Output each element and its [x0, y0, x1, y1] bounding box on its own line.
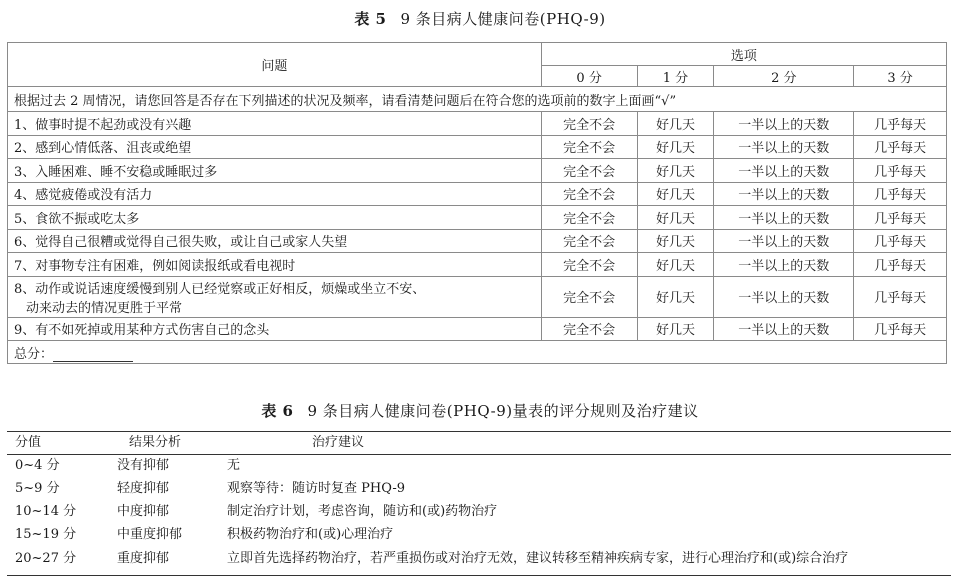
question-row — [8, 206, 947, 230]
question-row — [8, 253, 947, 277]
option-nearly-every-day[interactable]: 几乎每天 — [854, 182, 947, 206]
question-text: 2、感到心情低落、沮丧或绝望 — [8, 135, 542, 159]
scoring-row — [7, 479, 951, 499]
option-nearly-every-day[interactable]: 几乎每天 — [854, 253, 947, 277]
option-several-days[interactable]: 好几天 — [637, 206, 714, 230]
total-score-cell — [8, 341, 947, 364]
header-options: 选项 — [541, 43, 946, 66]
table5-label: 表 5 — [354, 10, 387, 28]
question-text: 1、做事时提不起劲或没有兴趣 — [8, 112, 542, 136]
option-more-than-half[interactable]: 一半以上的天数 — [714, 317, 854, 341]
treatment-advice: 观察等待：随访时复查 PHQ-9 — [227, 481, 406, 496]
option-not-at-all[interactable]: 完全不会 — [541, 317, 637, 341]
question-row — [8, 112, 947, 136]
table6-caption — [0, 400, 960, 421]
header-score-0: 0 分 — [541, 66, 637, 87]
result-analysis: 重度抑郁 — [117, 551, 170, 566]
scoring-header-row — [7, 433, 951, 453]
table5-title: 9 条目病人健康问卷(PHQ-9) — [400, 10, 606, 28]
option-more-than-half[interactable]: 一半以上的天数 — [714, 159, 854, 183]
option-nearly-every-day[interactable]: 几乎每天 — [854, 229, 947, 253]
option-nearly-every-day[interactable]: 几乎每天 — [854, 135, 947, 159]
header-score-2: 2 分 — [714, 66, 854, 87]
question-row — [8, 135, 947, 159]
score-range: 15~19 分 — [15, 527, 77, 542]
option-not-at-all[interactable]: 完全不会 — [541, 159, 637, 183]
option-several-days[interactable]: 好几天 — [637, 317, 714, 341]
score-range: 20~27 分 — [15, 551, 77, 566]
option-not-at-all[interactable]: 完全不会 — [541, 112, 637, 136]
header-question: 问题 — [8, 43, 542, 87]
scoring-row — [7, 502, 951, 522]
option-more-than-half[interactable]: 一半以上的天数 — [714, 135, 854, 159]
score-range: 10~14 分 — [15, 504, 77, 519]
header-result: 结果分析 — [129, 435, 182, 450]
treatment-advice: 积极药物治疗和(或)心理治疗 — [227, 527, 394, 542]
table-rule-mid — [7, 454, 951, 455]
question-8-line1: 8、动作或说话速度缓慢到别人已经觉察或正好相反，烦燥或坐立不安、 — [14, 281, 426, 297]
option-not-at-all[interactable]: 完全不会 — [541, 182, 637, 206]
score-range: 5~9 分 — [15, 481, 60, 496]
option-more-than-half[interactable]: 一半以上的天数 — [714, 112, 854, 136]
table5-caption — [0, 8, 960, 29]
option-more-than-half[interactable]: 一半以上的天数 — [714, 276, 854, 317]
question-text: 7、对事物专注有困难，例如阅读报纸或看电视时 — [8, 253, 542, 277]
result-analysis: 中重度抑郁 — [117, 527, 183, 542]
option-more-than-half[interactable]: 一半以上的天数 — [714, 182, 854, 206]
option-several-days[interactable]: 好几天 — [637, 276, 714, 317]
total-score-blank[interactable] — [53, 349, 133, 362]
question-text: 3、入睡困难、睡不安稳或睡眠过多 — [8, 159, 542, 183]
treatment-advice: 制定治疗计划，考虑咨询，随访和(或)药物治疗 — [227, 504, 498, 519]
option-several-days[interactable]: 好几天 — [637, 182, 714, 206]
question-text — [8, 276, 542, 317]
question-text: 6、觉得自己很糟或觉得自己很失败，或让自己或家人失望 — [8, 229, 542, 253]
option-nearly-every-day[interactable]: 几乎每天 — [854, 317, 947, 341]
option-not-at-all[interactable]: 完全不会 — [541, 206, 637, 230]
option-several-days[interactable]: 好几天 — [637, 112, 714, 136]
option-more-than-half[interactable]: 一半以上的天数 — [714, 206, 854, 230]
option-several-days[interactable]: 好几天 — [637, 159, 714, 183]
score-range: 0~4 分 — [15, 458, 60, 473]
result-analysis: 没有抑郁 — [117, 458, 170, 473]
table6-title: 9 条目病人健康问卷(PHQ-9)量表的评分规则及治疗建议 — [307, 402, 699, 420]
question-text: 5、食欲不振或吃太多 — [8, 206, 542, 230]
option-nearly-every-day[interactable]: 几乎每天 — [854, 112, 947, 136]
option-not-at-all[interactable]: 完全不会 — [541, 276, 637, 317]
table-rule-top — [7, 431, 951, 432]
option-nearly-every-day[interactable]: 几乎每天 — [854, 276, 947, 317]
option-more-than-half[interactable]: 一半以上的天数 — [714, 253, 854, 277]
scoring-row — [7, 549, 951, 569]
header-score-3: 3 分 — [854, 66, 947, 87]
option-not-at-all[interactable]: 完全不会 — [541, 229, 637, 253]
instruction-text: 根据过去 2 周情况，请您回答是否存在下列描述的状况及频率，请看清楚问题后在符合您的选项前的数字上面画“√” — [8, 87, 947, 112]
option-not-at-all[interactable]: 完全不会 — [541, 135, 637, 159]
treatment-advice: 立即首先选择药物治疗，若严重损伤或对治疗无效，建议转移至精神疾病专家，进行心理治疗和(或)综合治疗 — [227, 551, 849, 566]
result-analysis: 轻度抑郁 — [117, 481, 170, 496]
option-several-days[interactable]: 好几天 — [637, 229, 714, 253]
scoring-row — [7, 456, 951, 476]
question-row — [8, 276, 947, 317]
total-label: 总分： — [14, 346, 54, 362]
table6-label: 表 6 — [261, 402, 294, 420]
question-text: 9、有不如死掉或用某种方式伤害自己的念头 — [8, 317, 542, 341]
option-nearly-every-day[interactable]: 几乎每天 — [854, 206, 947, 230]
question-row — [8, 229, 947, 253]
treatment-advice: 无 — [227, 458, 241, 473]
question-row — [8, 159, 947, 183]
option-more-than-half[interactable]: 一半以上的天数 — [714, 229, 854, 253]
option-several-days[interactable]: 好几天 — [637, 135, 714, 159]
option-several-days[interactable]: 好几天 — [637, 253, 714, 277]
result-analysis: 中度抑郁 — [117, 504, 170, 519]
header-score-1: 1 分 — [637, 66, 714, 87]
question-text: 4、感觉疲倦或没有活力 — [8, 182, 542, 206]
header-score: 分值 — [15, 435, 42, 450]
option-nearly-every-day[interactable]: 几乎每天 — [854, 159, 947, 183]
question-row — [8, 182, 947, 206]
question-row — [8, 317, 947, 341]
header-advice: 治疗建议 — [312, 435, 365, 450]
phq9-table — [7, 42, 947, 364]
scoring-row — [7, 525, 951, 545]
option-not-at-all[interactable]: 完全不会 — [541, 253, 637, 277]
question-8-line2: 动来动去的情况更胜于平常 — [26, 300, 183, 316]
table-rule-bottom — [7, 575, 951, 576]
